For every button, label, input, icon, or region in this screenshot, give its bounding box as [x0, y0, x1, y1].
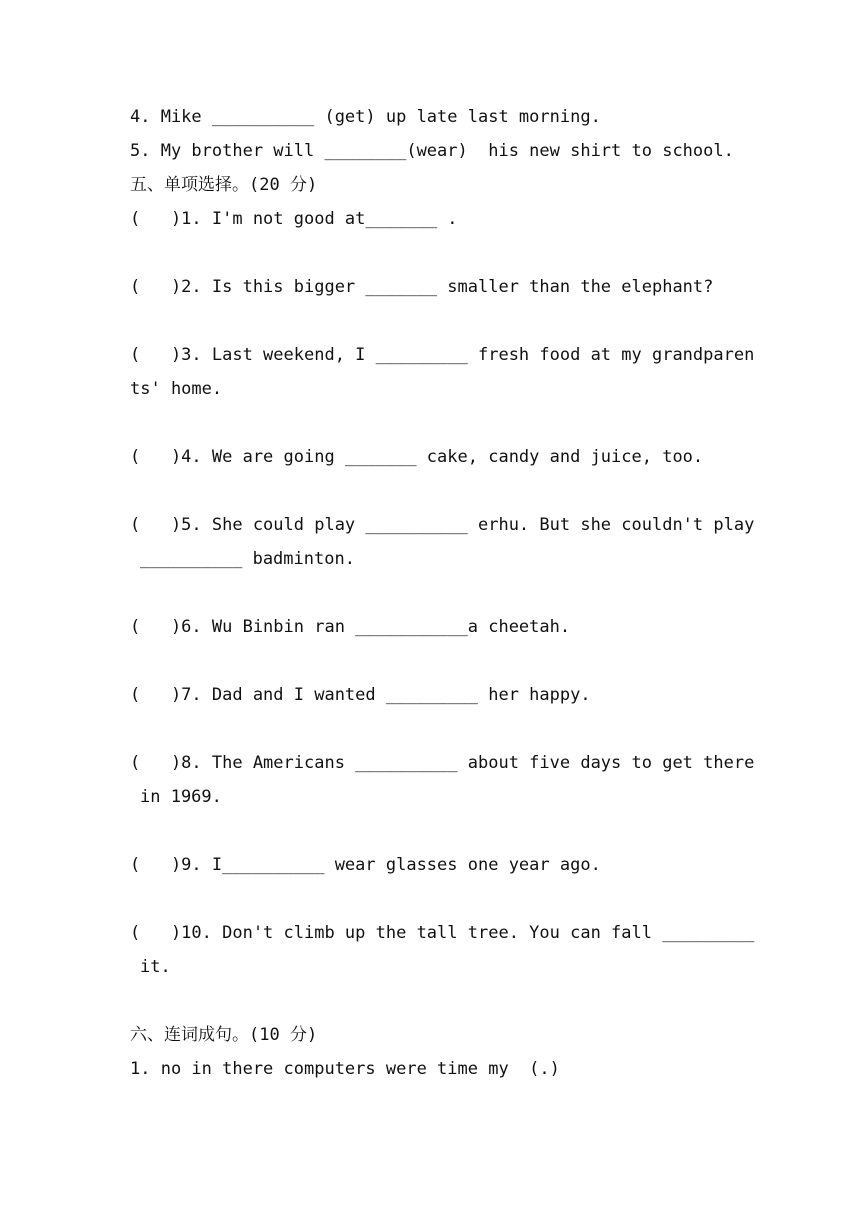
question-10-text-cont: it. [140, 957, 171, 977]
question-5-text-cont: __________ badminton. [140, 549, 355, 569]
question-3-options [130, 406, 760, 440]
question-7-text: ( )7. Dad and I wanted _________ her happy. [130, 685, 591, 705]
question-8-options [130, 814, 760, 848]
question-10-text: ( )10. Don't climb up the tall tree. You can fall _________ [130, 923, 755, 943]
section-5-title: 五、单项选择。(20 分) [130, 175, 318, 195]
question-5-options [130, 576, 760, 610]
question-5-text: ( )5. She could play __________ erhu. But she couldn't play [130, 515, 755, 535]
question-1-text: ( )1. I'm not good at_______ . [130, 209, 458, 229]
fill-blank-question-4: 4. Mike __________ (get) up late last morning. [130, 107, 601, 127]
section-6-title: 六、连词成句。(10 分) [130, 1025, 318, 1045]
question-3-text: ( )3. Last weekend, I _________ fresh food at my grandparen [130, 345, 755, 365]
question-4-text: ( )4. We are going _______ cake, candy and juice, too. [130, 447, 704, 467]
question-1-options [130, 236, 760, 270]
worksheet-page [130, 100, 760, 1086]
question-10-options [130, 984, 760, 1018]
question-9-text: ( )9. I__________ wear glasses one year ago. [130, 855, 601, 875]
question-2-options [130, 304, 760, 338]
fill-blank-question-5: 5. My brother will ________(wear) his new shirt to school. [130, 141, 734, 161]
question-2-text: ( )2. Is this bigger _______ smaller than the elephant? [130, 277, 714, 297]
question-8-text-cont: in 1969. [140, 787, 222, 807]
question-9-options [130, 882, 760, 916]
question-8-text: ( )8. The Americans __________ about five days to get there [130, 753, 755, 773]
question-7-options [130, 712, 760, 746]
question-4-options [130, 474, 760, 508]
section-6-item-1: 1. no in there computers were time my (.) [130, 1059, 560, 1079]
question-3-text-cont: ts' home. [130, 379, 223, 399]
question-6-options [130, 644, 760, 678]
question-6-text: ( )6. Wu Binbin ran ___________a cheetah. [130, 617, 571, 637]
